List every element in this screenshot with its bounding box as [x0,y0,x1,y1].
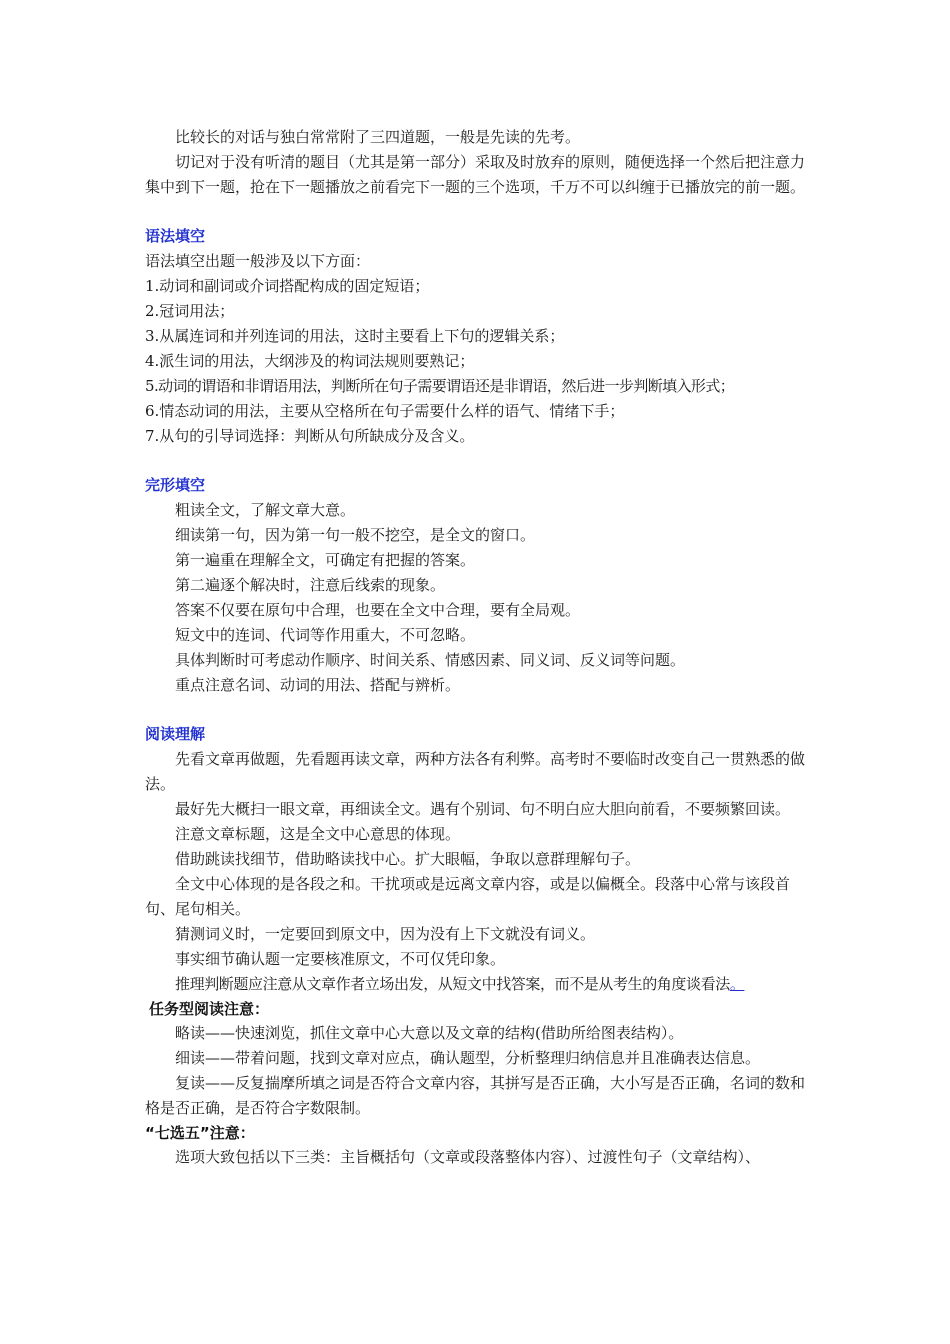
reading-item: 借助跳读找细节，借助略读找中心。扩大眼幅，争取以意群理解句子。 [175,850,641,868]
reading-item: 猜测词义时，一定要回到原文中，因为没有上下文就没有词义。 [175,925,596,943]
intro-paragraph-2: 切记对于没有听清的题目（尤其是第一部分）采取及时放弃的原则，随便选择一个然后把注意力集中到下一题，抢在下一题播放之前看完下一题的三个选项，千万不可以纠缠于已播放完的前一题。 [145,153,806,196]
cloze-item: 细读第一句，因为第一句一般不挖空，是全文的窗口。 [175,526,536,544]
reading-item: 最好先大概扫一眼文章，再细读全文。遇有个别词、句不明白应大胆向前看，不要频繁回读。 [175,800,791,818]
section-heading-seven: “七选五”注意： [145,1124,255,1142]
reading-item: 先看文章再做题，先看题再读文章，两种方法各有利弊。高考时不要临时改变自己一贯熟悉的做法。 [145,750,806,793]
section-heading-reading: 阅读理解 [145,725,206,743]
spacer [145,449,810,473]
cloze-item: 具体判断时可考虑动作顺序、时间关系、情感因素、同义词、反义词等问题。 [175,651,686,669]
cloze-item: 第一遍重在理解全文，可确定有把握的答案。 [175,551,476,569]
grammar-item: 7.从句的引导词选择：判断从句所缺成分及含义。 [145,427,475,445]
reading-item-last [145,972,810,997]
intro-paragraph-1: 比较长的对话与独白常常附了三四道题，一般是先读的先考。 [175,128,581,146]
grammar-item: 6.情态动词的用法，主要从空格所在句子需要什么样的语气、情绪下手； [145,402,625,420]
reading-item-last-text: 推理判断题应注意从文章作者立场出发，从短文中找答案，而不是从考生的角度谈看法 [175,975,730,993]
task-item: 略读——快速浏览，抓住文章中心大意以及文章的结构(借助所给图表结构）。 [175,1024,684,1042]
seven-item: 选项大致包括以下三类：主旨概括句（文章或段落整体内容）、过渡性句子（文章结构）、 [175,1148,761,1166]
document-page [145,125,810,1170]
grammar-lead: 语法填空出题一般涉及以下方面： [145,252,371,270]
grammar-item: 3.从属连词和并列连词的用法，这时主要看上下句的逻辑关系； [145,327,565,345]
cloze-item: 答案不仅要在原句中合理，也要在全文中合理，要有全局观。 [175,601,581,619]
grammar-item: 2.冠词用法； [145,302,235,320]
cloze-item: 粗读全文，了解文章大意。 [175,501,356,519]
reading-item: 全文中心体现的是各段之和。干扰项或是远离文章内容，或是以偏概全。段落中心常与该段首句、尾句相关。 [145,875,791,918]
grammar-item: 5.动词的谓语和非谓语用法，判断所在句子需要谓语还是非谓语，然后进一步判断填入形式； [145,377,735,395]
cloze-item: 第二遍逐个解决时，注意后线索的现象。 [175,576,446,594]
section-heading-task: 任务型阅读注意： [149,1000,270,1018]
reading-item: 注意文章标题，这是全文中心意思的体现。 [175,825,461,843]
task-item: 细读——带着问题，找到文章对应点，确认题型，分析整理归纳信息并且准确表达信息。 [175,1049,761,1067]
cloze-item: 短文中的连词、代词等作用重大，不可忽略。 [175,626,476,644]
section-heading-cloze: 完形填空 [145,476,206,494]
task-item: 复读——反复揣摩所填之词是否符合文章内容，其拼写是否正确，大小写是否正确，名词的数和格是否正确，是否符合字数限制。 [145,1074,806,1117]
spacer [145,200,810,224]
grammar-item: 4.派生词的用法，大纲涉及的构词法规则要熟记； [145,352,475,370]
section-heading-grammar: 语法填空 [145,227,206,245]
reading-item: 事实细节确认题一定要核准原文，不可仅凭印象。 [175,950,506,968]
cloze-item: 重点注意名词、动词的用法、搭配与辨析。 [175,676,461,694]
grammar-item: 1.动词和副词或介词搭配构成的固定短语； [145,277,430,295]
reading-item-last-link[interactable]: 。 [729,975,745,993]
spacer [145,698,810,722]
